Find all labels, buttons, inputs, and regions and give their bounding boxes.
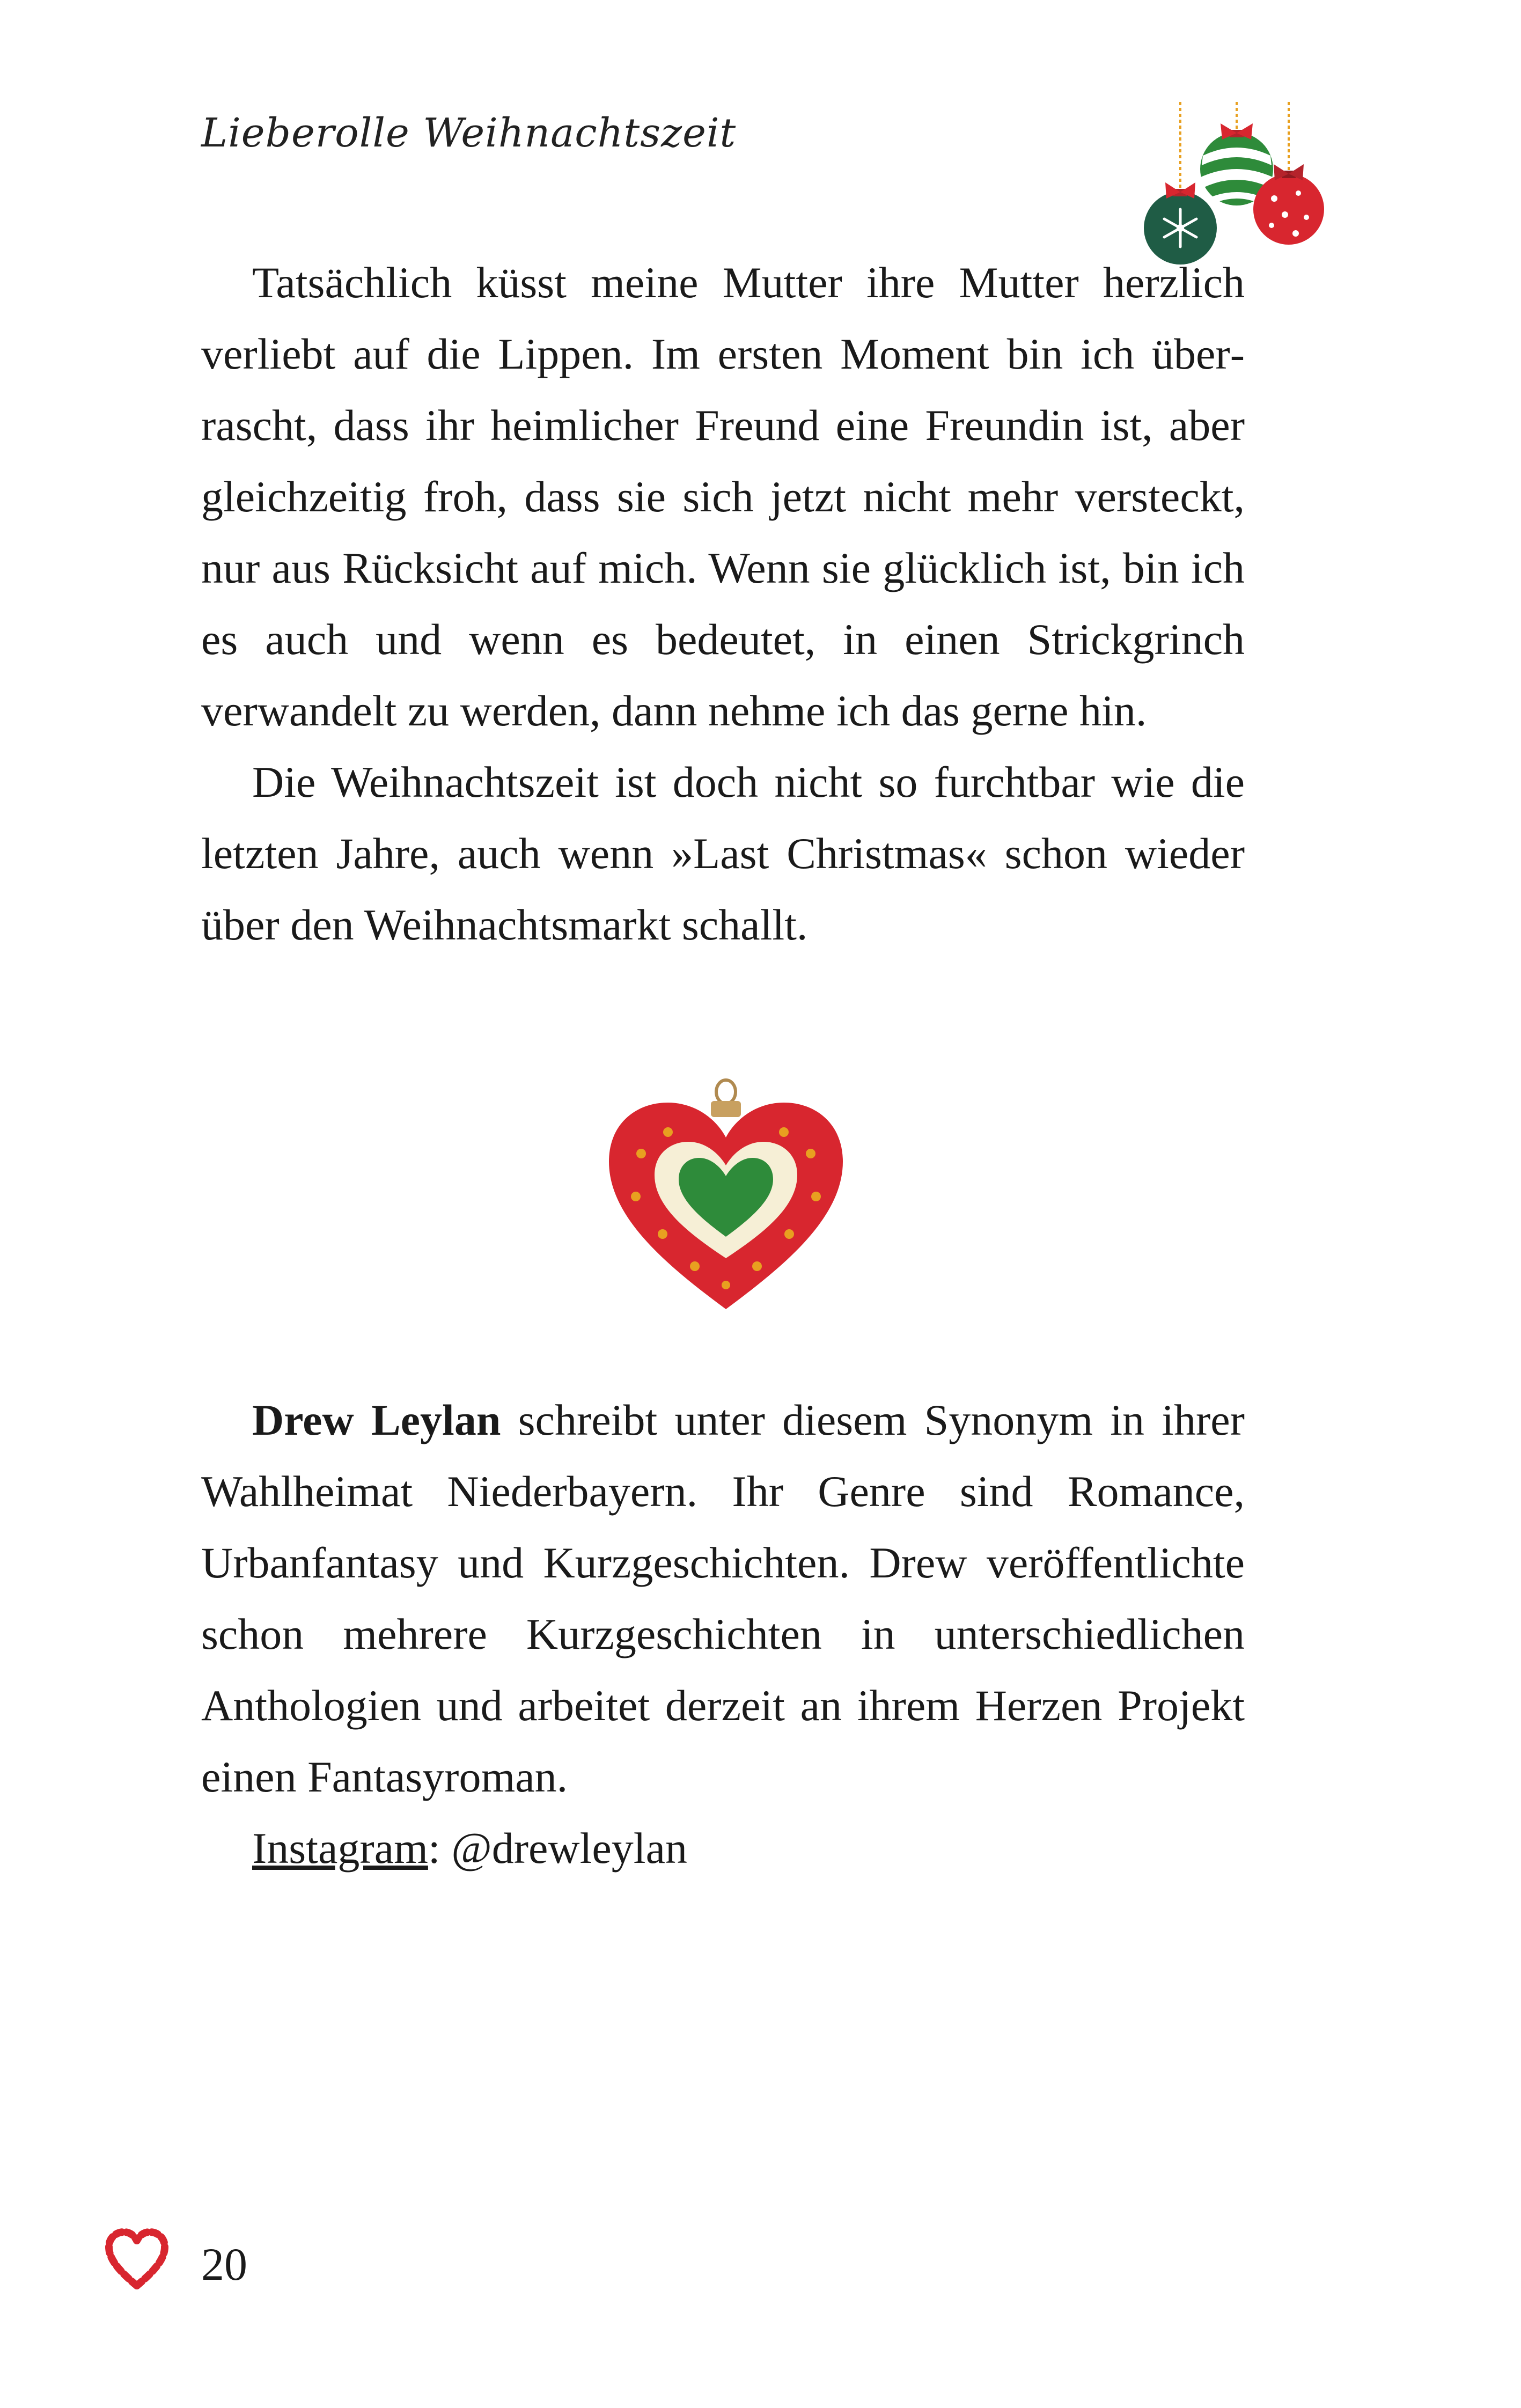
author-bio [201, 1384, 1245, 1884]
heart-ornament-icon [604, 1073, 845, 1315]
instagram-label[interactable]: Instagram [252, 1824, 428, 1873]
instagram-line [201, 1812, 1245, 1884]
story-paragraph: Tatsächlich küsst meine Mutter ihre Mutter herzlich verliebt auf die Lippen. Im ersten Moment bin ich überrascht, dass ihr heimlicher Freund eine Freundin ist, aber gleichzeitig froh, dass sie sich jetzt nicht mehr versteckt, nur aus Rücksicht auf mich. Wenn sie glücklich ist, bin ich es auch und wenn es bedeutet, in einen Strickgrinch verwandelt zu werden, dann nehme ich das gerne hin. [201, 258, 1245, 735]
author-name: Drew Leylan [252, 1396, 501, 1444]
page-number: 20 [201, 2238, 247, 2290]
running-header: Lieberolle Weihnachtszeit [201, 110, 737, 156]
story-paragraph: Die Weihnachtszeit ist doch nicht so furchtbar wie die letzten Jahre, auch wenn »Last Christmas« schon wieder über den Weihnachtsmarkt schallt. [201, 758, 1245, 949]
bio-text: schreibt unter diesem Synonym in ihrer Wahlheimat Niederbayern. Ihr Genre sind Romance, Urbanfantasy und Kurzgeschichten. Drew veröffentlichte schon mehrere Kurzgeschichten in unterschiedlichen Anthologien und arbeitet derzeit an ihrem Herzen Projekt einen Fantasyroman. [201, 1396, 1245, 1801]
story-text [201, 247, 1245, 960]
instagram-handle[interactable]: @drewleylan [451, 1824, 687, 1873]
bio-paragraph [201, 1384, 1245, 1812]
instagram-separator: : [428, 1824, 452, 1873]
candy-cane-heart-icon [105, 2227, 169, 2291]
